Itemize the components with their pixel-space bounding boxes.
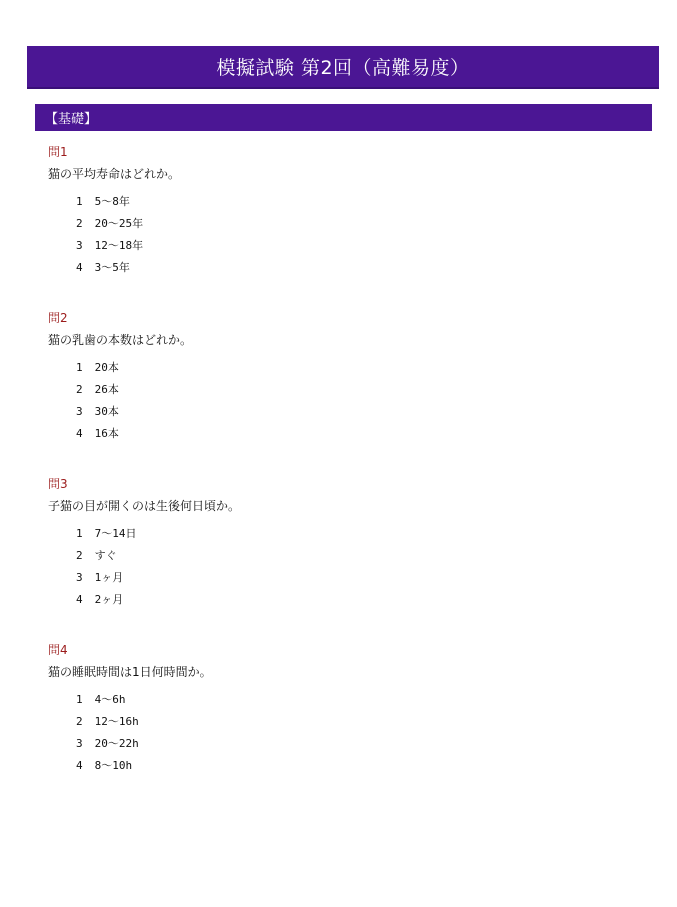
option-item xyxy=(76,213,180,235)
option-number: 3 xyxy=(76,405,83,418)
option-number: 2 xyxy=(76,383,83,396)
option-number: 2 xyxy=(76,549,83,562)
option-list xyxy=(48,523,240,611)
option-text: 3〜5年 xyxy=(94,261,130,274)
option-item xyxy=(76,191,180,213)
question-2 xyxy=(48,309,192,445)
option-text: 12〜18年 xyxy=(94,239,144,252)
option-item xyxy=(76,689,212,711)
option-number: 1 xyxy=(76,361,83,374)
question-number: 問1 xyxy=(48,145,68,159)
question-number: 問4 xyxy=(48,643,68,657)
question-3 xyxy=(48,475,240,611)
option-text: 5〜8年 xyxy=(94,195,130,208)
option-text: 4〜6h xyxy=(94,693,126,706)
question-number: 問2 xyxy=(48,311,68,325)
option-text: すぐ xyxy=(94,549,117,562)
title-bar xyxy=(27,46,659,89)
option-number: 4 xyxy=(76,759,83,772)
option-item xyxy=(76,401,192,423)
option-item xyxy=(76,357,192,379)
question-text: 猫の睡眠時間は1日何時間か。 xyxy=(48,665,212,679)
option-text: 16本 xyxy=(94,427,119,440)
option-text: 7〜14日 xyxy=(94,527,137,540)
option-item xyxy=(76,733,212,755)
option-item xyxy=(76,423,192,445)
option-text: 20〜22h xyxy=(94,737,139,750)
option-text: 12〜16h xyxy=(94,715,139,728)
option-number: 3 xyxy=(76,239,83,252)
question-text: 猫の平均寿命はどれか。 xyxy=(48,167,181,181)
option-number: 2 xyxy=(76,715,83,728)
option-number: 4 xyxy=(76,427,83,440)
option-item xyxy=(76,567,240,589)
option-text: 1ヶ月 xyxy=(94,571,124,584)
option-item xyxy=(76,379,192,401)
option-number: 2 xyxy=(76,217,83,230)
option-number: 1 xyxy=(76,195,83,208)
option-text: 8〜10h xyxy=(94,759,133,772)
question-1 xyxy=(48,143,180,279)
option-text: 20本 xyxy=(94,361,119,374)
option-item xyxy=(76,257,180,279)
option-text: 2ヶ月 xyxy=(94,593,124,606)
option-list xyxy=(48,357,192,445)
option-item xyxy=(76,711,212,733)
option-number: 3 xyxy=(76,737,83,750)
option-item xyxy=(76,545,240,567)
option-text: 20〜25年 xyxy=(94,217,144,230)
page-title: 模擬試験 第2回（高難易度） xyxy=(216,57,470,79)
option-text: 30本 xyxy=(94,405,119,418)
option-item xyxy=(76,523,240,545)
option-number: 3 xyxy=(76,571,83,584)
option-list xyxy=(48,191,180,279)
option-list xyxy=(48,689,212,777)
question-text: 猫の乳歯の本数はどれか。 xyxy=(48,333,193,347)
option-number: 4 xyxy=(76,261,83,274)
option-item xyxy=(76,755,212,777)
option-item xyxy=(76,589,240,611)
section-header xyxy=(35,104,652,131)
option-number: 4 xyxy=(76,593,83,606)
option-text: 26本 xyxy=(94,383,119,396)
question-number: 問3 xyxy=(48,477,68,491)
option-number: 1 xyxy=(76,527,83,540)
option-item xyxy=(76,235,180,257)
option-number: 1 xyxy=(76,693,83,706)
question-text: 子猫の目が開くのは生後何日頃か。 xyxy=(48,499,241,513)
section-label: 【基礎】 xyxy=(45,112,98,127)
question-4 xyxy=(48,641,212,777)
